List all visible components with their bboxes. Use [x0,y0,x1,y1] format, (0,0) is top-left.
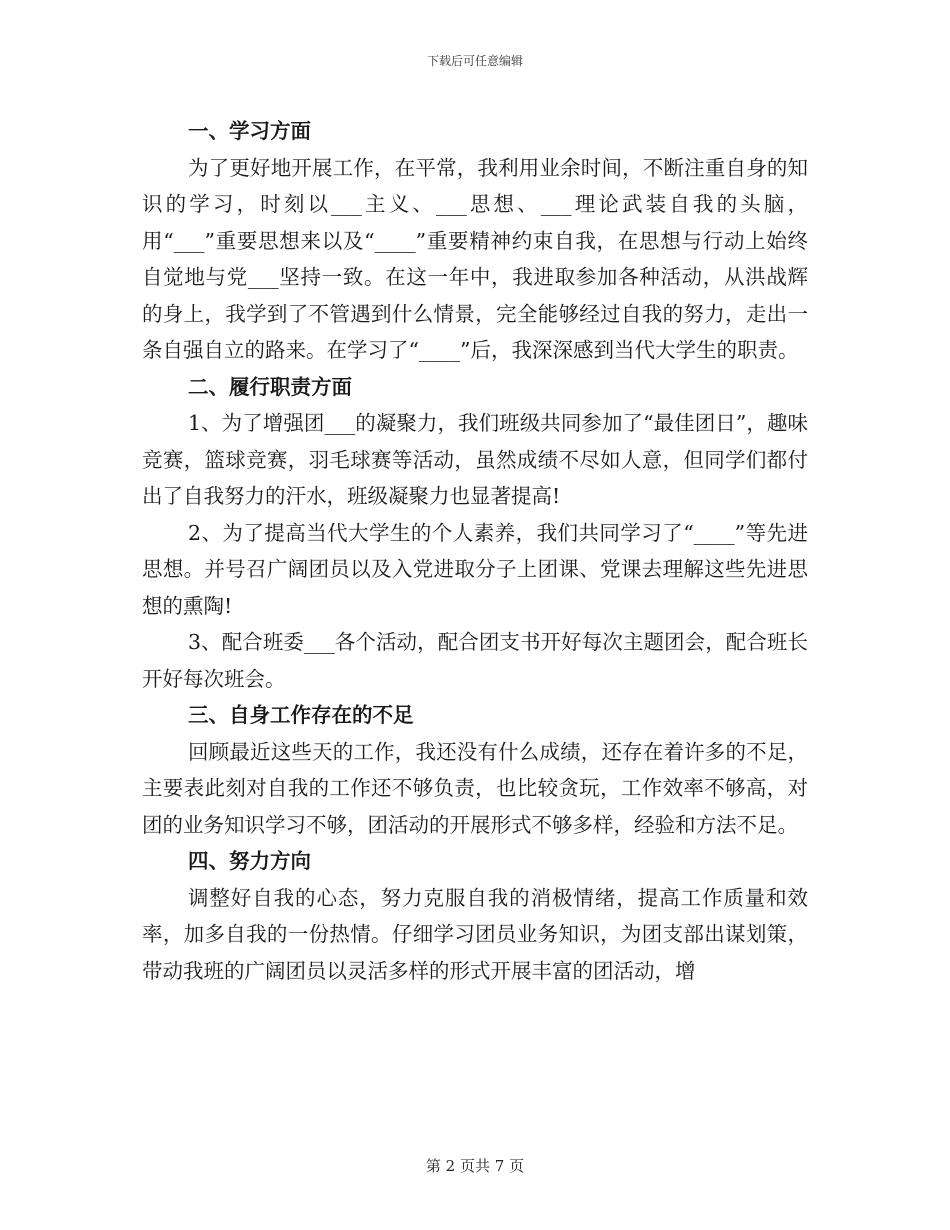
section-heading: 四、努力方向 [188,849,311,873]
section-shortcomings [142,697,808,843]
section-study [142,113,808,369]
paragraph: 2、为了提高当代大学生的个人素养，我们共同学习了“____”等先进思想。并号召广阔团员以及入党进取分子上团课、党课去理解这些先进思想的熏陶! [142,520,808,618]
section-heading: 二、履行职责方面 [188,374,352,399]
section-direction [142,843,808,989]
document-body [142,113,808,989]
paragraph: 为了更好地开展工作，在平常，我利用业余时间，不断注重自身的知识的学习，时刻以___主义、___思想、___理论武装自我的头脑，用“___”重要思想来以及“____”重要精神约束自我，在思想与行动上始终自觉地与党___坚持一致。在这一年中，我进取参加各种活动，从洪战辉的身上，我学到了不管遇到什么情景，完全能够经过自我的努力，走出一条自强自立的路来。在学习了“____”后，我深深感到当代大学生的职责。 [142,155,808,362]
page-header: 下载后可任意编辑 [426,54,523,68]
paragraph: 调整好自我的心态，努力克服自我的消极情绪，提高工作质量和效率，加多自我的一份热情。仔细学习团员业务知识，为团支部出谋划策，带动我班的广阔团员以灵活多样的形式开展丰富的团活动，增 [142,885,808,983]
section-duties [142,369,808,698]
paragraph: 1、为了增强团___的凝聚力，我们班级共同参加了“最佳团日”，趣味竞赛，篮球竞赛，羽毛球赛等活动，虽然成绩不尽如人意，但同学们都付出了自我努力的汗水，班级凝聚力也显著提高! [142,411,808,508]
paragraph: 3、配合班委___各个活动，配合团支书开好每次主题团会，配合班长开好每次班会。 [142,630,808,691]
page-number: 第 2 页共 7 页 [425,1157,525,1175]
section-heading: 三、自身工作存在的不足 [188,703,414,727]
paragraph: 回顾最近这些天的工作，我还没有什么成绩，还存在着许多的不足，主要表此刻对自我的工作还不够负责，也比较贪玩，工作效率不够高，对团的业务知识学习不够，团活动的开展形式不够多样，经验和方法不足。 [142,739,808,837]
section-heading: 一、学习方面 [188,119,311,143]
